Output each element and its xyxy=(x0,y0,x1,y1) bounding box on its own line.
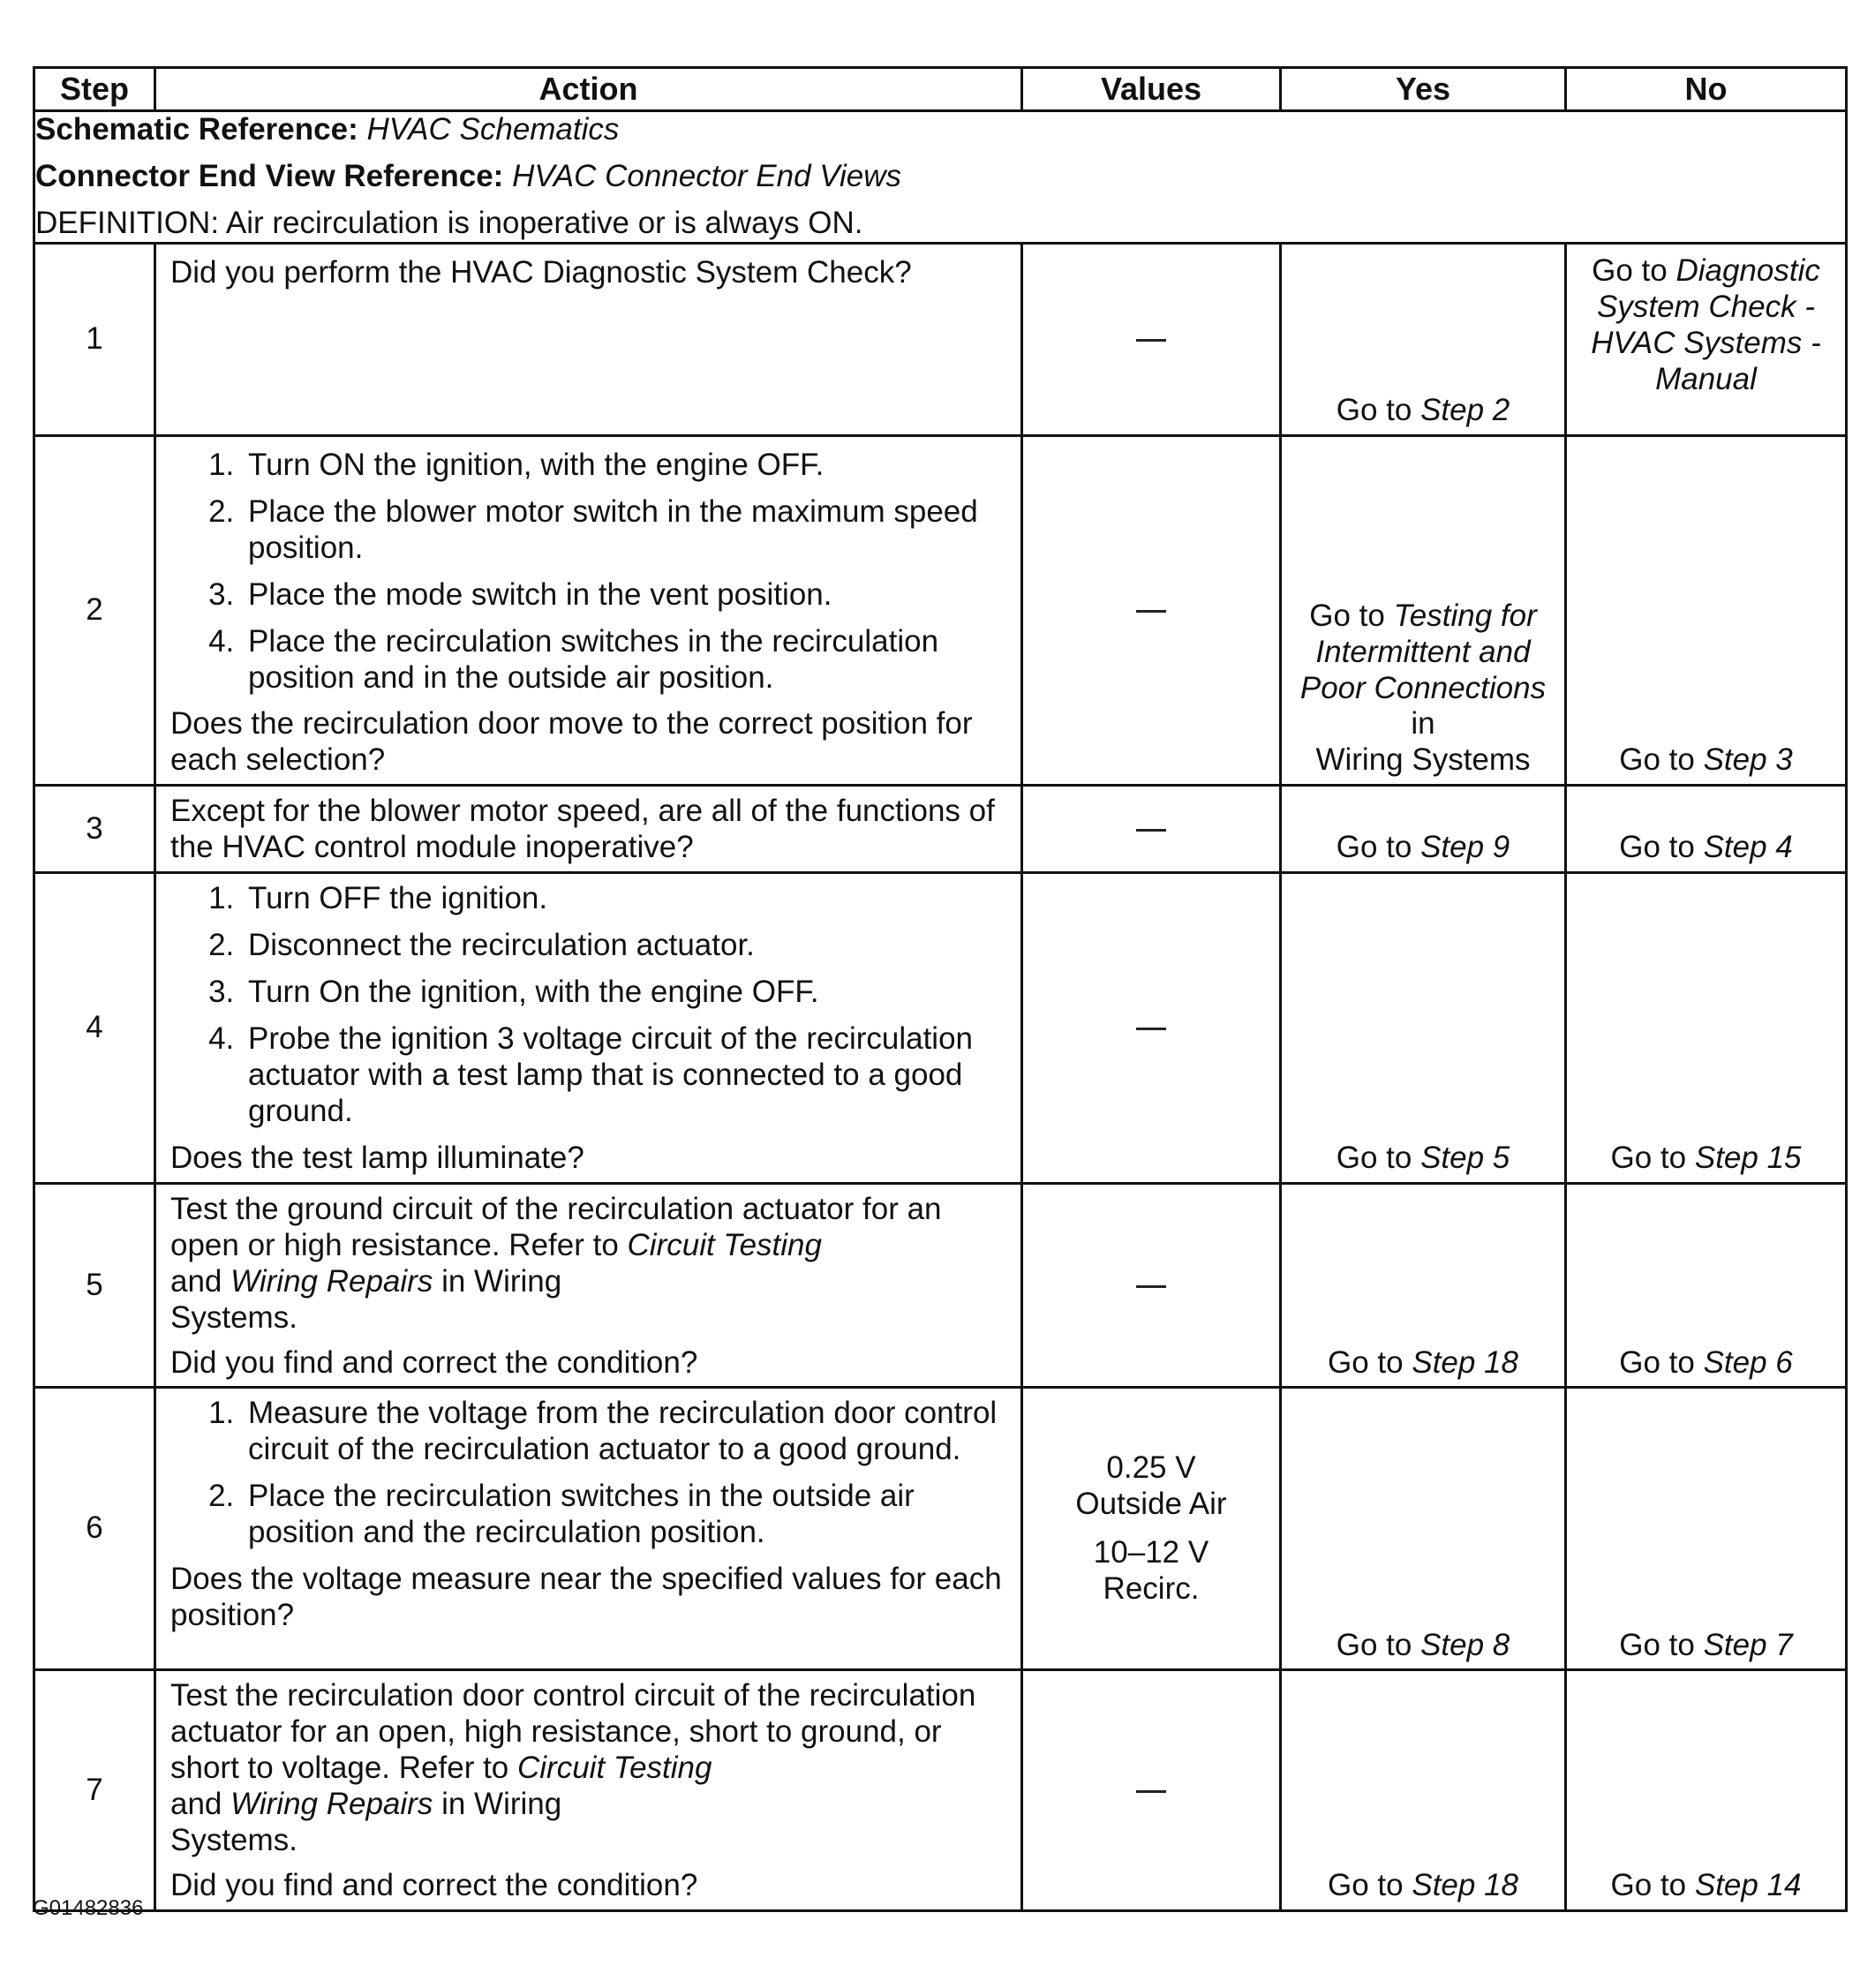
yes-cell xyxy=(1281,1388,1566,1670)
circuit-testing-link[interactable]: Circuit Testing xyxy=(627,1227,822,1262)
definition: DEFINITION: Air recirculation is inoperative or is always ON. xyxy=(35,205,863,240)
dash-mark xyxy=(1136,829,1166,832)
values-cell xyxy=(1022,435,1281,786)
yes-cell xyxy=(1281,243,1566,435)
yes-goto[interactable]: Go to Step 18 xyxy=(1328,1868,1518,1903)
table-row xyxy=(34,1670,1847,1911)
dash-mark xyxy=(1136,1028,1166,1030)
info-cell xyxy=(34,111,1847,244)
header-values: Values xyxy=(1022,68,1281,111)
action-cell xyxy=(155,435,1022,786)
yes-cell xyxy=(1281,1183,1566,1388)
action-cell xyxy=(155,873,1022,1184)
values-cell xyxy=(1022,1183,1281,1388)
list-item: 1. Measure the voltage from the recirculation door control circuit of the recirculation actuator to a good ground. xyxy=(243,1396,1008,1468)
step-number: 3 xyxy=(34,786,155,873)
table-row xyxy=(34,786,1847,873)
connector-link[interactable]: HVAC Connector End Views xyxy=(512,158,902,193)
action-question: Did you find and correct the condition? xyxy=(170,1868,698,1903)
dash-mark xyxy=(1136,339,1166,342)
action-question: Does the voltage measure near the specified values for each position? xyxy=(170,1562,1002,1633)
yes-cell xyxy=(1281,435,1566,786)
no-goto[interactable]: Go to Step 15 xyxy=(1610,1140,1802,1175)
step-number: 1 xyxy=(34,243,155,435)
connector-label: Connector End View Reference: xyxy=(35,158,504,193)
values-cell xyxy=(1022,786,1281,873)
header-yes: Yes xyxy=(1281,68,1566,111)
circuit-testing-link[interactable]: Circuit Testing xyxy=(517,1751,712,1786)
yes-cell xyxy=(1281,873,1566,1184)
step-number: 2 xyxy=(34,435,155,786)
info-row xyxy=(34,111,1847,244)
yes-goto[interactable]: Go to Step 5 xyxy=(1336,1140,1510,1175)
no-cell xyxy=(1566,243,1847,435)
no-cell xyxy=(1566,435,1847,786)
action-question: Except for the blower motor speed, are all of the functions of the HVAC control module inoperative? xyxy=(170,794,995,865)
no-cell xyxy=(1566,1670,1847,1911)
dash-mark xyxy=(1136,1285,1166,1288)
table-row xyxy=(34,435,1847,786)
action-cell xyxy=(155,243,1022,435)
list-item: 2. Place the recirculation switches in the outside air position and the recirculation position. xyxy=(243,1479,1008,1551)
table-row xyxy=(34,1388,1847,1670)
yes-goto[interactable]: Go to Step 9 xyxy=(1336,830,1510,865)
no-cell xyxy=(1566,873,1847,1184)
schematic-label: Schematic Reference: xyxy=(35,112,358,147)
diagnostic-table xyxy=(33,66,1848,1912)
list-item: 3. Turn On the ignition, with the engine OFF. xyxy=(243,975,1008,1011)
connector-reference xyxy=(35,159,1845,195)
action-text: Test the recirculation door control circuit of the recirculation actuator for an open, high resistance, short to ground, or short to voltage. Refer to Circuit Testing and Wiring Repairs in Wiring Systems. xyxy=(170,1678,976,1858)
action-cell xyxy=(155,786,1022,873)
list-item: 1. Turn OFF the ignition. xyxy=(243,881,1008,917)
no-cell xyxy=(1566,1183,1847,1388)
step-number: 7 xyxy=(34,1670,155,1911)
action-question: Does the recirculation door move to the correct position for each selection? xyxy=(170,706,973,778)
yes-goto[interactable]: Go to Step 8 xyxy=(1336,1627,1510,1662)
no-goto[interactable]: Go to Step 7 xyxy=(1619,1627,1793,1662)
yes-cell xyxy=(1281,786,1566,873)
action-question: Did you find and correct the condition? xyxy=(170,1344,698,1380)
yes-goto[interactable]: Go to Step 2 xyxy=(1336,392,1510,427)
step-number: 4 xyxy=(34,873,155,1184)
values-cell xyxy=(1022,1388,1281,1670)
yes-goto[interactable]: Go to Testing for Intermittent and Poor Connections in Wiring Systems xyxy=(1299,598,1547,778)
list-item: 3. Place the mode switch in the vent position. xyxy=(243,577,1008,614)
action-list xyxy=(170,881,1008,1130)
action-cell xyxy=(155,1670,1022,1911)
no-cell xyxy=(1566,786,1847,873)
values-cell xyxy=(1022,873,1281,1184)
no-cell xyxy=(1566,1388,1847,1670)
action-list xyxy=(170,448,1008,697)
dash-mark xyxy=(1136,610,1166,613)
values-cell xyxy=(1022,1670,1281,1911)
wiring-repairs-link[interactable]: Wiring Repairs xyxy=(230,1263,433,1299)
table-row xyxy=(34,1183,1847,1388)
yes-cell xyxy=(1281,1670,1566,1911)
dash-mark xyxy=(1136,1790,1166,1793)
list-item: 4. Place the recirculation switches in the recirculation position and in the outside air position. xyxy=(243,624,1008,697)
action-cell xyxy=(155,1388,1022,1670)
action-question: Did you perform the HVAC Diagnostic System Check? xyxy=(170,254,912,290)
action-question: Does the test lamp illuminate? xyxy=(170,1140,584,1175)
no-goto[interactable]: Go to Step 14 xyxy=(1610,1868,1802,1903)
action-cell xyxy=(155,1183,1022,1388)
list-item: 2. Disconnect the recirculation actuator. xyxy=(243,928,1008,964)
wiring-repairs-link[interactable]: Wiring Repairs xyxy=(230,1787,433,1822)
action-list xyxy=(170,1396,1008,1551)
step-number: 6 xyxy=(34,1388,155,1670)
action-text: Test the ground circuit of the recirculation actuator for an open or high resistance. Refer to Circuit Testing and Wiring Repairs in Wiring Systems. xyxy=(170,1191,942,1335)
header-action: Action xyxy=(155,68,1022,111)
header-row xyxy=(34,68,1847,111)
list-item: 1. Turn ON the ignition, with the engine OFF. xyxy=(243,448,1008,484)
list-item: 2. Place the blower motor switch in the maximum speed position. xyxy=(243,494,1008,567)
no-goto[interactable]: Go to Step 3 xyxy=(1619,742,1793,778)
table-row xyxy=(34,243,1847,435)
table-row xyxy=(34,873,1847,1184)
values-cell xyxy=(1022,243,1281,435)
voltage-values: 0.25 V Outside Air 10–12 V Recirc. xyxy=(1075,1450,1227,1606)
no-goto[interactable]: Go to Diagnostic System Check - HVAC Systems - Manual xyxy=(1591,252,1821,396)
no-goto[interactable]: Go to Step 6 xyxy=(1619,1344,1793,1380)
schematic-link[interactable]: HVAC Schematics xyxy=(366,112,620,147)
list-item: 4. Probe the ignition 3 voltage circuit of the recirculation actuator with a test lamp that is connected to a good ground. xyxy=(243,1021,1008,1130)
no-goto[interactable]: Go to Step 4 xyxy=(1619,830,1793,865)
header-no: No xyxy=(1566,68,1847,111)
header-step: Step xyxy=(34,68,155,111)
schematic-reference xyxy=(35,112,1845,148)
yes-goto[interactable]: Go to Step 18 xyxy=(1328,1344,1518,1380)
step-number: 5 xyxy=(34,1183,155,1388)
figure-id: G01482836 xyxy=(33,1896,144,1920)
